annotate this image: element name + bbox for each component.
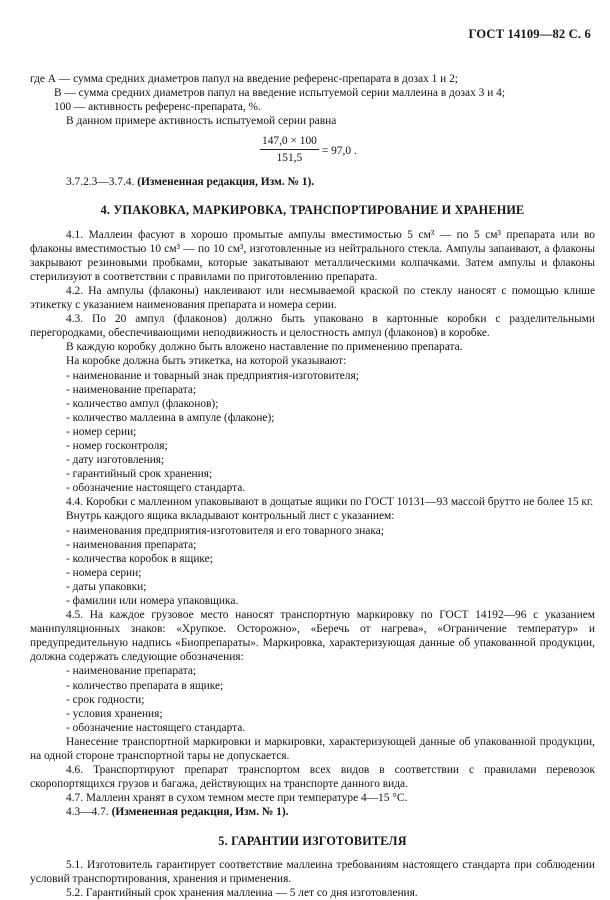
list-item: - наименование и товарный знак предприятия-изготовителя; [66, 369, 595, 383]
list-item: - срок годности; [66, 693, 595, 707]
list-item: - номера серии; [66, 566, 595, 580]
amendment-note-4 [66, 805, 595, 819]
paragraph-4-3: 4.3. По 20 ампул (флаконов) должно быть упаковано в картонные коробки с разделительными перегородками, обеспечивающими неподвижность и целостность ампул (флаконов) в коробке. [30, 313, 595, 340]
formula-result: = 97,0 . [321, 144, 357, 157]
list-item: - количество ампул (флаконов); [66, 397, 595, 411]
list-item: - условия хранения; [66, 707, 595, 721]
list-item: - наименование препарата; [66, 383, 595, 397]
paragraph-4-2: 4.2. На ампулы (флаконы) наклеивают или несмываемой краской по стеклу наносят с помощью клише этикетку с указанием наименования препарата и номера серии. [30, 284, 595, 312]
amendment-note-3 [66, 175, 595, 189]
list-item: - фамилии или номера упаковщика. [66, 594, 595, 608]
list-item: - обозначение настоящего стандарта. [66, 721, 595, 735]
list-item: - количество маллеина в ампуле (флаконе); [66, 411, 595, 425]
intro-line-a: где А — сумма средних диаметров папул на введение референс-препарата в дозах 1 и 2; [30, 73, 458, 85]
section-5-title: 5. ГАРАНТИИ ИЗГОТОВИТЕЛЯ [218, 833, 407, 848]
paragraph-4-7: 4.7. Маллеин хранят в сухом темном месте при температуре 4—15 °С. [66, 792, 408, 805]
page-header: ГОСТ 14109—82 С. 6 [468, 27, 591, 41]
formula-numerator: 147,0 × 100 [260, 134, 319, 150]
paragraph-4-4: 4.4. Коробки с маллеином упаковывают в дощатые ящики по ГОСТ 10131—93 массой брутто не более 15 кг. [66, 496, 594, 509]
amendment-ref: 3.7.2.3—3.7.4. [66, 176, 135, 189]
list-item: - гарантийный срок хранения; [66, 467, 595, 481]
amendment-ref: 4.3—4.7. [66, 806, 109, 819]
paragraph-4-5: 4.5. На каждое грузовое место наносят транспортную маркировку по ГОСТ 14192—96 с указанием манипуляционных знаков: «Хрупкое. Осторожно», «Беречь от нагрева», «Ограничение температур» и предупредительную надпись «Биопрепараты». Маркировка, характеризующая данные об упакованной продукции, должна содержать следующие обозначения: [30, 609, 595, 664]
amendment-text: (Измененная редакция, Изм. № 1). [111, 806, 289, 819]
list-item: - обозначение настоящего стандарта. [66, 481, 595, 495]
paragraph-5-2: 5.2. Гарантийный срок хранения маллеина — 5 лет со дня изготовления. [66, 886, 418, 899]
intro-line-example: В данном примере активность испытуемой серии равна [66, 115, 337, 128]
paragraph-4-5-note: Нанесение транспортной маркировки и маркировки, характеризующей данные об упакованной продукции, на одной стороне транспортной тары не допускается. [30, 735, 595, 763]
checklist-contents-list [30, 524, 595, 609]
list-item: - наименования препарата; [66, 538, 595, 552]
amendment-text: (Измененная редакция, Изм. № 1). [137, 176, 315, 189]
paragraph-4-1: 4.1. Маллеин фасуют в хорошо промытые ампулы вместимостью 5 см³ — по 5 см³ препарата или во флаконы вместимостью 10 см³ — по 10 см³, изготовленные из нейтрального стекла. Ампулы запаивают, а флаконы закрывают резиновыми пробками, которые закатывают металлическими колпачками. Затем ампулы и флаконы стерилизуют в соответствии с правилами по приготовлению препарата. [30, 228, 595, 283]
intro-line-b: В — сумма средних диаметров папул на введение испытуемой серии маллеина в дозах 3 и 4; [54, 87, 505, 100]
list-item: - количество препарата в ящике; [66, 679, 595, 693]
document-body [30, 72, 595, 900]
paragraph-4-3-insert: В каждую коробку должно быть вложено наставление по применению препарата. [66, 341, 463, 354]
intro-line-100: 100 — активность референс-препарата, %. [54, 101, 261, 114]
list-item: - дату изготовления; [66, 453, 595, 467]
marking-contents-list [30, 664, 595, 734]
paragraph-4-4-checklist: Внутрь каждого ящика вкладывают контрольный лист с указанием: [66, 510, 395, 523]
label-contents-list [30, 369, 595, 496]
list-item: - наименование препарата; [66, 664, 595, 678]
paragraph-4-3-label: На коробке должна быть этикетка, на которой указывают: [66, 355, 347, 368]
activity-formula [30, 134, 595, 167]
list-item: - даты упаковки; [66, 580, 595, 594]
formula-denominator: 151,5 [276, 152, 303, 165]
list-item: - номер серии; [66, 425, 595, 439]
list-item: - наименования предприятия-изготовителя и его товарного знака; [66, 524, 595, 538]
paragraph-4-6: 4.6. Транспортируют препарат транспортом всех видов в соответствии с правилами перевозок скоропортящихся грузов и багажа, действующих на транспорте данного вида. [30, 764, 595, 791]
list-item: - номер госконтроля; [66, 439, 595, 453]
section-4-title: 4. УПАКОВКА, МАРКИРОВКА, ТРАНСПОРТИРОВАНИЕ И ХРАНЕНИЕ [100, 203, 525, 218]
list-item: - количества коробок в ящике; [66, 552, 595, 566]
paragraph-5-1: 5.1. Изготовитель гарантирует соответствие маллеина требованиям настоящего стандарта при соблюдении условий транспортирования, хранения и применения. [30, 858, 595, 885]
